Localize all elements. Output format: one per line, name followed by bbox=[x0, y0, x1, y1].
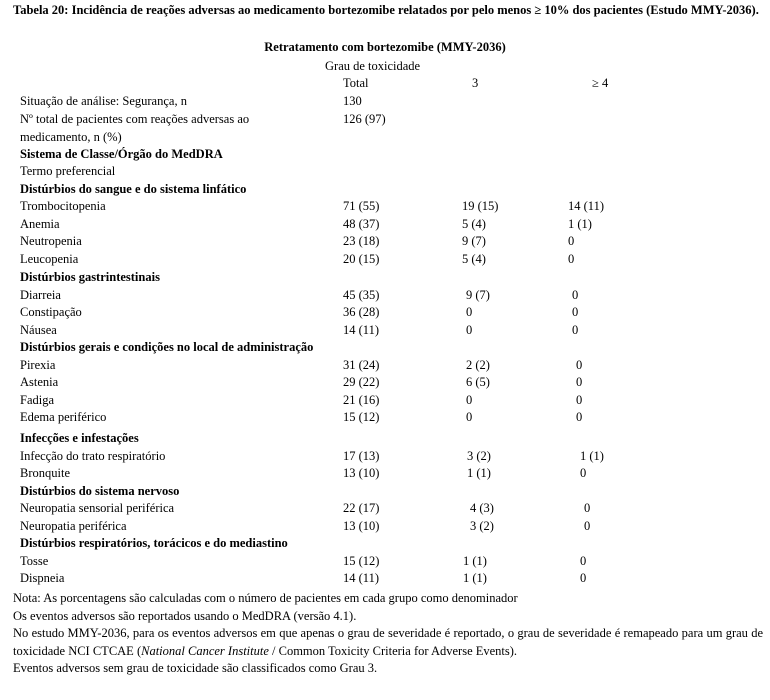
grade4-cell: 0 bbox=[584, 501, 591, 515]
section-title-row bbox=[0, 181, 770, 199]
table-row bbox=[0, 233, 770, 251]
class-header-row bbox=[0, 146, 770, 164]
grade3-cell: 0 bbox=[466, 323, 473, 337]
analysis-label: Situação de análise: Segurança, n bbox=[20, 94, 187, 108]
total-cell: 20 (15) bbox=[343, 252, 380, 266]
total-cell: 23 (18) bbox=[343, 234, 380, 248]
grade3-cell: 2 (2) bbox=[466, 358, 490, 372]
section-title: Distúrbios gerais e condições no local de administração bbox=[20, 340, 314, 354]
total-cell: 21 (16) bbox=[343, 393, 380, 407]
term-cell: Bronquite bbox=[20, 466, 70, 480]
grade4-cell: 0 bbox=[576, 358, 583, 372]
table-row bbox=[0, 518, 770, 536]
table-subtitle: Retratamento com bortezomibe (MMY-2036) bbox=[264, 40, 506, 54]
analysis-row bbox=[0, 93, 770, 111]
grade4-cell: 0 bbox=[580, 554, 587, 568]
grade4-cell: 0 bbox=[580, 466, 587, 480]
grade3-cell: 6 (5) bbox=[466, 375, 490, 389]
term-cell: Neuropatia sensorial periférica bbox=[20, 501, 175, 515]
grade4-cell: 0 bbox=[572, 288, 579, 302]
note-remap: No estudo MMY-2036, para os eventos adversos em que apenas o grau de severidade é reportado, o grau de severidade é remapeado para um grau de toxicidade NCI CTCAE (National Cancer Institute / Common Toxicity Criteria for Adverse Events). bbox=[13, 626, 763, 658]
term-cell: Edema periférico bbox=[20, 410, 107, 424]
table-row bbox=[0, 357, 770, 375]
section-title: Distúrbios gastrintestinais bbox=[20, 270, 160, 284]
table-row bbox=[0, 304, 770, 322]
table-row bbox=[0, 374, 770, 392]
grade4-cell: 0 bbox=[576, 375, 583, 389]
table-row bbox=[0, 500, 770, 518]
section-title: Infecções e infestações bbox=[20, 431, 139, 445]
column-header-grade4: ≥ 4 bbox=[592, 76, 609, 90]
grade4-cell: 0 bbox=[580, 571, 587, 585]
grade3-cell: 9 (7) bbox=[466, 288, 490, 302]
total-cell: 13 (10) bbox=[343, 466, 380, 480]
grade4-cell: 14 (11) bbox=[568, 199, 604, 213]
grade4-cell: 0 bbox=[568, 234, 575, 248]
grade3-cell: 1 (1) bbox=[463, 571, 487, 585]
grade3-cell: 9 (7) bbox=[462, 234, 486, 248]
term-cell: Leucopenia bbox=[20, 252, 79, 266]
term-cell: Pirexia bbox=[20, 358, 56, 372]
grade4-cell: 0 bbox=[572, 305, 579, 319]
table-row bbox=[0, 392, 770, 410]
table-row bbox=[0, 216, 770, 234]
grade3-cell: 0 bbox=[466, 410, 473, 424]
grade3-cell: 3 (2) bbox=[467, 449, 491, 463]
total-cell: 22 (17) bbox=[343, 501, 380, 515]
term-cell: Náusea bbox=[20, 323, 57, 337]
term-cell: Astenia bbox=[20, 375, 59, 389]
grade3-cell: 1 (1) bbox=[467, 466, 491, 480]
section-title-row bbox=[0, 430, 770, 448]
section-title: Distúrbios respiratórios, torácicos e do mediastino bbox=[20, 536, 288, 550]
term-cell: Neutropenia bbox=[20, 234, 82, 248]
total-cell: 45 (35) bbox=[343, 288, 380, 302]
table-row bbox=[0, 448, 770, 466]
note-percentages: Nota: As porcentagens são calculadas com o número de pacientes em cada grupo como denominador bbox=[13, 591, 518, 605]
grade3-cell: 5 (4) bbox=[462, 252, 486, 266]
table-row bbox=[0, 465, 770, 483]
patients-total: 126 (97) bbox=[343, 112, 386, 126]
term-header: Termo preferencial bbox=[20, 164, 116, 178]
table-caption: Tabela 20: Incidência de reações adversas ao medicamento bortezomibe relatados por pelo menos ≥ 10% dos pacientes (Estudo MMY-2036). bbox=[13, 3, 759, 17]
term-cell: Tosse bbox=[20, 554, 49, 568]
total-cell: 31 (24) bbox=[343, 358, 380, 372]
grade4-cell: 0 bbox=[568, 252, 575, 266]
grade3-cell: 1 (1) bbox=[463, 554, 487, 568]
term-cell: Constipação bbox=[20, 305, 82, 319]
table-row bbox=[0, 570, 770, 588]
total-cell: 15 (12) bbox=[343, 554, 380, 568]
grade4-cell: 1 (1) bbox=[568, 217, 592, 231]
section-title: Distúrbios do sangue e do sistema linfático bbox=[20, 182, 247, 196]
grade3-cell: 0 bbox=[466, 393, 473, 407]
term-header-row bbox=[0, 163, 770, 181]
total-cell: 14 (11) bbox=[343, 323, 379, 337]
term-cell: Neuropatia periférica bbox=[20, 519, 127, 533]
grade4-cell: 0 bbox=[576, 393, 583, 407]
total-cell: 36 (28) bbox=[343, 305, 380, 319]
column-header-row bbox=[0, 75, 770, 93]
term-cell: Anemia bbox=[20, 217, 60, 231]
total-cell: 15 (12) bbox=[343, 410, 380, 424]
grade3-cell: 4 (3) bbox=[470, 501, 494, 515]
total-cell: 13 (10) bbox=[343, 519, 380, 533]
grade3-cell: 3 (2) bbox=[470, 519, 494, 533]
term-cell: Trombocitopenia bbox=[20, 199, 106, 213]
table-row bbox=[0, 198, 770, 216]
analysis-total: 130 bbox=[343, 94, 362, 108]
grade3-cell: 5 (4) bbox=[462, 217, 486, 231]
table-row bbox=[0, 287, 770, 305]
note-meddra: Os eventos adversos são reportados usando o MedDRA (versão 4.1). bbox=[13, 608, 357, 623]
section-title-row bbox=[0, 535, 770, 553]
section-title: Distúrbios do sistema nervoso bbox=[20, 484, 180, 498]
section-title-row bbox=[0, 339, 770, 357]
grade3-cell: 0 bbox=[466, 305, 473, 319]
table-row bbox=[0, 553, 770, 571]
term-cell: Diarreia bbox=[20, 288, 61, 302]
grade4-cell: 0 bbox=[572, 323, 579, 337]
column-header-total: Total bbox=[343, 76, 369, 90]
total-cell: 17 (13) bbox=[343, 449, 380, 463]
term-cell: Fadiga bbox=[20, 393, 55, 407]
total-cell: 71 (55) bbox=[343, 199, 380, 213]
table-notes bbox=[13, 590, 763, 678]
grade4-cell: 1 (1) bbox=[580, 449, 604, 463]
section-title-row bbox=[0, 483, 770, 501]
table-row bbox=[0, 251, 770, 269]
patients-label: Nº total de pacientes com reações adversas ao medicamento, n (%) bbox=[20, 112, 250, 144]
column-header-grade3: 3 bbox=[472, 76, 479, 90]
note-grade3: Eventos adversos sem grau de toxicidade são classificados como Grau 3. bbox=[13, 661, 378, 676]
toxicity-grade-header: Grau de toxicidade bbox=[325, 59, 421, 73]
grade4-cell: 0 bbox=[584, 519, 591, 533]
grade4-cell: 0 bbox=[576, 410, 583, 424]
total-cell: 14 (11) bbox=[343, 571, 379, 585]
grade3-cell: 19 (15) bbox=[462, 199, 499, 213]
term-cell: Infecção do trato respiratório bbox=[20, 449, 166, 463]
table-row bbox=[0, 409, 770, 427]
section-title-row bbox=[0, 269, 770, 287]
total-cell: 29 (22) bbox=[343, 375, 380, 389]
table-row bbox=[0, 322, 770, 340]
total-cell: 48 (37) bbox=[343, 217, 380, 231]
class-header: Sistema de Classe/Órgão do MedDRA bbox=[20, 147, 223, 161]
term-cell: Dispneia bbox=[20, 571, 65, 585]
